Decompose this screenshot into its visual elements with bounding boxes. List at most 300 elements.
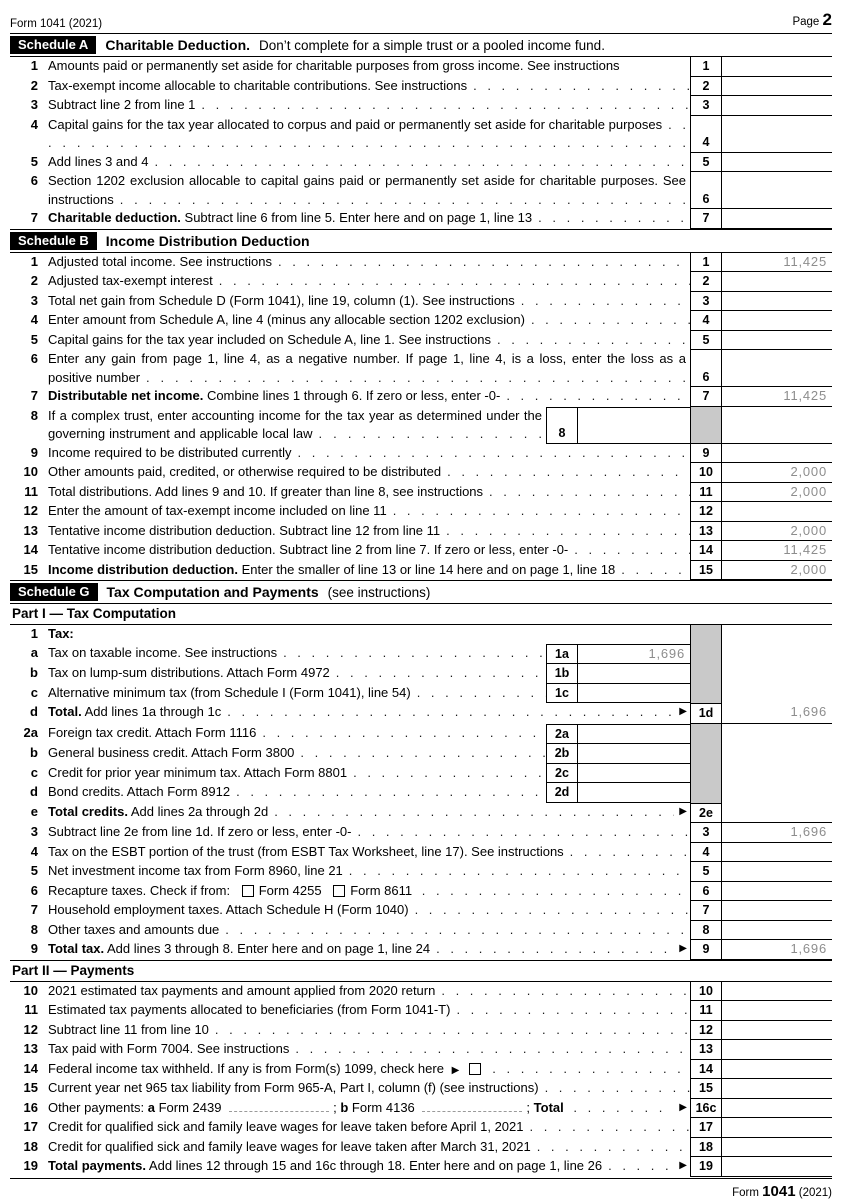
line-number-box: 1 [690,57,722,77]
row-label [38,522,690,541]
line-number-box: 10 [690,982,722,1002]
dotted-leader [440,523,690,538]
amount-cell[interactable] [722,744,832,764]
dotted-fill-line[interactable] [422,1101,522,1112]
line-number-box: 12 [690,1021,722,1041]
form-row-line-14 [10,541,832,561]
inner-amount-cell[interactable] [578,407,690,444]
row-label-text: Bond credits. Attach Form 8912 [48,784,231,799]
form-id: Form 1041 (2021) [10,18,103,30]
amount-cell[interactable] [722,1060,832,1080]
amount-cell[interactable] [722,901,832,921]
amount-cell[interactable] [722,764,832,784]
schedule-b-header [10,230,832,253]
line-number: 9 [30,941,38,956]
dotted-leader [523,1119,690,1134]
row-label-bold: Tax: [48,626,74,641]
dotted-leader [602,1158,674,1173]
inner-amount-cell[interactable] [578,783,690,803]
line-number-box: 17 [690,1118,722,1138]
amount-cell[interactable] [722,209,832,229]
row-label-text: Net investment income tax from Form 8960, line 21 [48,863,343,878]
amount-cell[interactable] [722,407,832,444]
amount-cell[interactable] [722,502,832,522]
amount-cell[interactable]: 11,425 [722,387,832,407]
row-label [38,823,690,842]
amount-cell[interactable] [722,1157,832,1177]
dotted-leader [148,154,690,169]
line-number: 6 [30,351,38,366]
dotted-leader [256,725,546,740]
row-label-text: Combine lines 1 through 6. If zero or less, enter -0- [206,388,501,403]
row-label [38,625,690,644]
row-label-text: Subtract line 6 from line 5. Enter here and on page 1, line 13 [184,210,533,225]
inner-amount-cell[interactable]: 1,696 [578,644,690,665]
row-label-bold: a [147,1099,155,1115]
form-row-line-2a [10,724,832,745]
row-label-text: General business credit. Attach Form 3800 [48,745,295,760]
form-row-line-12 [10,1021,832,1041]
row-label [38,1040,690,1059]
form-row-line-d [10,703,832,724]
dotted-leader [430,941,674,956]
form-row-line-5 [10,331,832,351]
form-row-line-b [10,744,832,764]
dotted-leader [272,254,690,269]
row-label [38,882,690,901]
line-number-box: 7 [690,209,722,229]
row-label [38,724,546,743]
form-row-line-4 [10,116,832,153]
dotted-leader [347,765,546,780]
line-number-box: 4 [690,843,722,863]
form-row-line-17 [10,1118,832,1138]
form-row-line-3 [10,96,832,116]
line-number-box: 12 [690,502,722,522]
row-label-text: Estimated tax payments allocated to beneficiaries (from Form 1041-T) [48,1002,451,1017]
amount-cell[interactable] [722,1021,832,1041]
dotted-leader [289,1041,690,1056]
row-label [38,292,690,311]
row-label [38,862,690,881]
dotted-leader [209,1022,690,1037]
row-label [38,664,546,683]
form-row-line-13 [10,522,832,542]
form-row-line-a [10,644,832,665]
line-number: 12 [23,503,38,518]
schedule-g-section [10,580,832,1177]
row-label-text: Adjusted total income. See instructions [48,253,273,269]
inner-line-number-box: 1a [546,644,578,665]
amount-cell[interactable] [722,882,832,902]
line-number: 1 [30,253,38,269]
row-label [38,116,690,153]
amount-cell[interactable]: 2,000 [722,483,832,503]
row-label-text: Add lines 1a through 1c [84,704,222,719]
line-number-box [690,644,722,665]
amount-cell[interactable]: 11,425 [722,541,832,561]
line-number: 4 [30,843,38,859]
line-number: 3 [30,824,38,839]
row-label-bold: Total payments. [48,1158,147,1173]
line-number: 13 [23,1041,38,1056]
form-row-line-13 [10,1040,832,1060]
amount-cell[interactable] [722,272,832,292]
row-label-bold: b [340,1099,349,1115]
form-row-line-19 [10,1157,832,1177]
line-number: 8 [30,407,38,423]
amount-cell[interactable]: 2,000 [722,522,832,542]
amount-cell[interactable] [722,1138,832,1158]
row-label [38,1118,690,1137]
row-label-text: Add lines 3 and 4 [48,153,149,169]
inner-amount-cell[interactable] [578,684,690,704]
line-number-box: 3 [690,96,722,116]
schedule-tag: Schedule A [10,36,96,54]
form-row-line-6 [10,172,832,209]
row-label [38,77,690,96]
amount-cell[interactable] [722,803,832,824]
row-label-text: Form 8611 [350,882,413,898]
row-label-text: Household employment taxes. Attach Schedule H (Form 1040) [48,902,409,917]
form-row-line-11 [10,483,832,503]
form-row-line-7 [10,209,832,229]
line-number-box: 8 [690,921,722,941]
line-number: d [30,704,38,719]
line-number-box: 5 [690,862,722,882]
arrow-icon: ▶ [679,805,687,817]
form-row-line-15 [10,1079,832,1099]
form-row-line-5 [10,862,832,882]
amount-cell[interactable]: 2,000 [722,463,832,483]
amount-cell[interactable] [722,1001,832,1021]
dotted-leader [568,542,690,557]
row-label [38,350,690,387]
row-label [38,744,546,763]
line-number-box: 19 [690,1157,722,1177]
line-number-box: 15 [690,561,722,581]
amount-cell[interactable] [722,862,832,882]
line-number: 11 [24,1002,38,1017]
row-label [38,644,546,663]
row-label [38,96,690,115]
row-label-text: Total net gain from Schedule D (Form 1041), line 19, column (1). See instructions [48,292,515,308]
row-label-text: Other amounts paid, credited, or otherwise required to be distributed [48,464,442,479]
row-label-bold: Income distribution deduction. [48,561,238,577]
amount-cell[interactable] [722,292,832,312]
dotted-leader [416,883,690,898]
line-number-box: 15 [690,1079,722,1099]
line-number-box [690,684,722,704]
dotted-leader [230,784,546,799]
amount-cell[interactable] [722,644,832,665]
amount-cell[interactable] [722,1079,832,1099]
line-number: 3 [30,292,38,308]
dotted-leader [564,844,690,859]
line-number: 1 [30,58,38,73]
row-label-bold: Total. [48,704,82,719]
dotted-leader [486,1061,690,1076]
amount-cell[interactable] [722,444,832,464]
row-label-bold: Total [533,1099,564,1115]
line-number: 1 [30,626,38,641]
line-number-box: 16c [690,1099,722,1119]
line-number: 5 [30,153,38,169]
schedule-tag: Schedule G [10,583,98,601]
checkbox[interactable] [242,885,254,897]
schedule-subtitle: (see instructions) [327,584,431,600]
dotted-leader [277,645,546,660]
inner-amount-cell[interactable] [578,724,690,745]
line-number: 9 [30,444,38,460]
dotted-leader [411,685,546,700]
line-number: 17 [23,1119,38,1134]
dotted-leader [387,503,690,518]
row-label-text: Federal income tax withheld. If any is from Form(s) 1099, check here [48,1060,444,1076]
dotted-leader [292,445,690,460]
inner-line-number-box: 2d [546,783,578,803]
row-label-bold: Charitable deduction. [48,210,181,225]
row-label-text: Form 4136 [351,1099,415,1115]
line-number-box [690,664,722,684]
line-number: 2a [23,724,38,740]
row-label-text: If a complex trust, enter accounting income for the tax year as determined under the governing instrument and applicable local law [48,407,542,441]
amount-cell[interactable] [722,625,832,644]
page-header [10,8,832,33]
line-number-box: 11 [690,1001,722,1021]
form-row-line-8 [10,921,832,941]
dotted-fill-line[interactable] [229,1101,329,1112]
row-label-text: Capital gains for the tax year allocated to corpus and paid or permanently set aside for charitable purposes [48,116,663,132]
row-label [38,209,690,228]
line-number-box: 2 [690,272,722,292]
row-label-text: Recapture taxes. Check if from: [48,882,231,898]
line-number: 18 [23,1138,38,1154]
schedule-b-section [10,229,832,581]
line-number: 7 [30,388,38,403]
amount-cell[interactable] [722,843,832,863]
schedule-tag: Schedule B [10,232,97,250]
form-row-line-e [10,803,832,824]
amount-cell[interactable]: 1,696 [722,940,832,960]
line-number: 11 [24,483,38,499]
form-row-line-4 [10,311,832,331]
row-label-text: Tax on taxable income. See instructions [48,644,278,660]
schedule-subtitle: Don’t complete for a simple trust or a pooled income fund. [259,37,605,53]
line-number-box: 5 [690,153,722,173]
line-number: 5 [30,331,38,347]
schedule-a-header [10,34,832,57]
dotted-leader [409,902,690,917]
dotted-leader [330,665,546,680]
dotted-leader [467,78,690,93]
row-label [38,172,690,209]
inner-line-number-box: 1b [546,664,578,684]
line-number: 19 [23,1158,38,1173]
checkbox[interactable] [469,1063,481,1075]
form-row-line-d [10,783,832,803]
row-label-text: Foreign tax credit. Attach Form 1116 [48,724,257,740]
row-label-text: Tax paid with Form 7004. See instructions [48,1041,290,1056]
row-label-text: Adjusted tax-exempt interest [48,273,213,288]
row-label-text: Subtract line 11 from line 10 [48,1021,209,1037]
row-label-text: Add lines 2a through 2d [130,803,269,819]
row-label [38,387,690,406]
row-label [38,1079,690,1098]
line-number-box: 11 [690,483,722,503]
row-label [38,561,690,580]
line-number: 8 [30,921,38,937]
form-row-line-1 [10,57,832,77]
line-number-box: 7 [690,387,722,407]
amount-cell[interactable] [722,1099,832,1119]
form-row-line-2 [10,272,832,292]
dotted-leader [48,192,686,210]
amount-cell[interactable]: 1,696 [722,703,832,724]
schedule-title: Tax Computation and Payments [106,584,319,600]
row-label-text: Alternative minimum tax (from Schedule I (Form 1041), line 54) [48,684,411,700]
schedule-g-header [10,581,832,604]
form-row-line-2 [10,77,832,97]
dotted-leader [539,1080,690,1095]
dotted-leader [500,388,690,403]
row-label-bold: Distributable net income. [48,388,204,403]
row-label-text: Add lines 3 through 8. Enter here and on page 1, line 24 [107,941,431,956]
row-label [38,253,690,272]
line-number-box: 6 [690,882,722,902]
line-number-box: 6 [690,350,722,387]
row-label-text: Other payments: [48,1099,145,1115]
form-row-line-4 [10,843,832,863]
amount-cell[interactable] [722,96,832,116]
line-number: c [30,764,38,780]
line-number-box: 18 [690,1138,722,1158]
line-number-box: 3 [690,823,722,843]
dotted-leader [294,745,546,760]
checkbox[interactable] [333,885,345,897]
amount-cell[interactable] [722,116,832,153]
amount-cell[interactable] [722,331,832,351]
form-row-line-18 [10,1138,832,1158]
arrow-icon: ▶ [679,1160,687,1171]
row-label-text: Subtract line 2 from line 1 [48,97,196,112]
line-number: 2 [30,273,38,288]
part-header: Part I — Tax Computation [10,604,832,625]
dotted-leader [351,824,690,839]
inner-amount-cell[interactable] [578,764,690,784]
amount-cell[interactable] [722,1040,832,1060]
line-number: d [30,784,38,799]
row-label-bold: Total credits. [48,803,128,819]
row-label [38,463,690,482]
row-label-text: Form 2439 [158,1099,222,1115]
amount-cell[interactable] [722,664,832,684]
amount-cell[interactable]: 2,000 [722,561,832,581]
inner-amount-cell[interactable] [578,744,690,764]
row-label-text: Subtract line 2e from line 1d. If zero or less, enter -0- [48,824,352,839]
page-footer: Form 1041 (2021) [732,1182,832,1200]
line-number-box: 5 [690,331,722,351]
row-label [38,311,690,330]
amount-cell[interactable] [722,172,832,209]
amount-cell[interactable] [722,57,832,77]
dotted-leader [219,922,690,937]
line-number: b [30,665,38,680]
dotted-leader [268,804,674,819]
form-row-line-b [10,664,832,684]
form-row-line-1 [10,253,832,273]
form-row-line-16 [10,1099,832,1119]
row-label-text: Credit for qualified sick and family leave wages for leave taken before April 1, 2021 [48,1119,524,1134]
amount-cell[interactable] [722,783,832,803]
dotted-leader [343,863,690,878]
row-label-text: Tax on the ESBT portion of the trust (from ESBT Tax Worksheet, line 17). See instructions [48,843,564,859]
row-label [38,803,674,822]
row-label-text: Tentative income distribution deduction. Subtract line 12 from line 11 [48,522,441,538]
line-number: 4 [30,312,38,327]
line-number: c [30,684,38,700]
amount-cell[interactable] [722,982,832,1002]
row-label [38,940,674,959]
form-row-line-14 [10,1060,832,1080]
row-label [38,502,690,521]
row-label [38,982,690,1001]
inner-line-number-box: 2b [546,744,578,764]
line-number-box: 6 [690,172,722,209]
row-label-bold: Total tax. [48,941,105,956]
amount-cell[interactable]: 1,696 [722,823,832,843]
line-number-box: 1 [690,253,722,273]
amount-cell[interactable] [722,350,832,387]
form-row-line-11 [10,1001,832,1021]
line-number: 7 [30,902,38,917]
row-label-text: Enter any gain from page 1, line 4, as a negative number. If page 1, line 4, is a loss, enter the loss as a positive number [48,351,686,385]
row-label [38,1157,674,1176]
dotted-leader [515,293,690,308]
line-number: 3 [30,97,38,112]
row-label-text: Enter the amount of tax-exempt income included on line 11 [48,503,387,518]
inner-line-number-box: 1c [546,684,578,704]
form-row-line-15 [10,561,832,581]
form-row-line-3 [10,292,832,312]
row-label [38,541,690,560]
amount-cell[interactable] [722,1118,832,1138]
inner-amount-cell[interactable] [578,664,690,684]
line-number-box: 3 [690,292,722,312]
form-row-line-9 [10,444,832,464]
row-label-text: Form 4255 [258,882,322,898]
schedule-title: Charitable Deduction. [105,37,251,53]
amount-cell[interactable] [722,724,832,745]
dotted-leader [532,210,690,225]
line-number-box: 13 [690,522,722,542]
dotted-leader [567,1100,674,1115]
amount-cell[interactable] [722,684,832,704]
amount-cell[interactable]: 11,425 [722,253,832,273]
row-label [38,1001,690,1020]
dotted-leader [615,562,690,577]
line-number-box: 10 [690,463,722,483]
row-label [38,1021,690,1040]
row-label [38,921,690,940]
amount-cell[interactable] [722,153,832,173]
row-label-text: Section 1202 exclusion allocable to capital gains paid or permanently set aside for charitable purposes. See instructions [48,173,686,207]
arrow-icon: ▶ [451,1064,460,1076]
amount-cell[interactable] [722,311,832,331]
amount-cell[interactable] [722,921,832,941]
row-label [38,764,546,783]
amount-cell[interactable] [722,77,832,97]
